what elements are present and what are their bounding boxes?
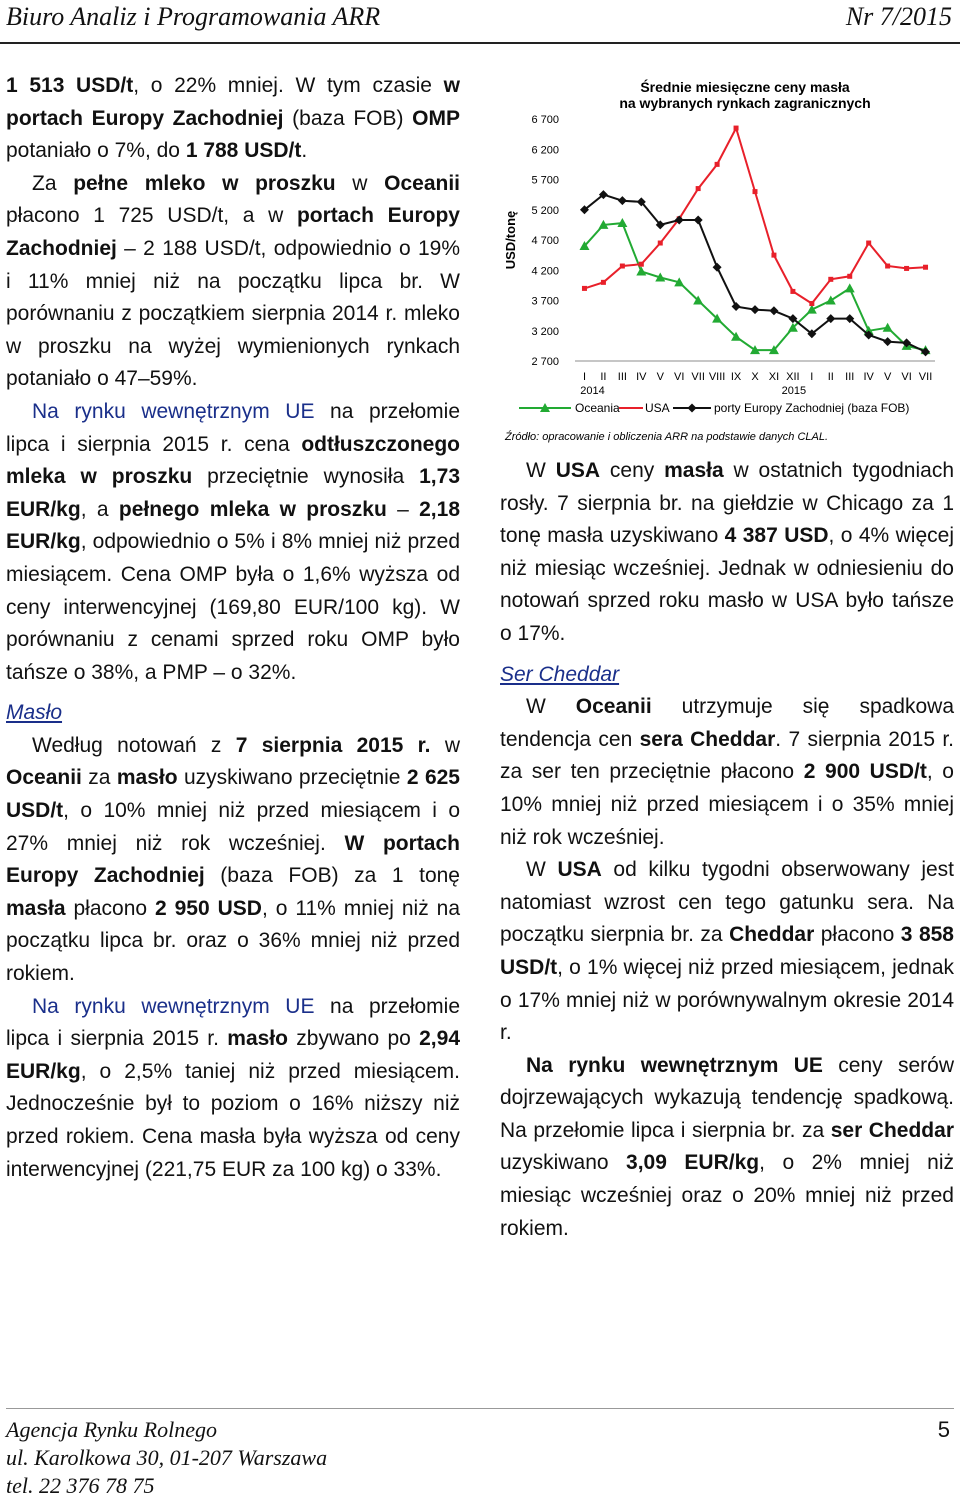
y-tick-label: 2 700 — [531, 356, 559, 368]
y-tick-label: 4 200 — [531, 265, 559, 278]
text: , odpowiednio o 5% i 8% mniej niż przed miesiącem. Cena OMP była o 1,6% wyższa od ceny interwencyjnej (169,80 EUR/100 kg). W porównaniu z cenami sprzed roku OMP było tańsze o 38%, a PMP – o 32%. — [6, 530, 460, 684]
text-bold: Oceanii — [575, 695, 652, 719]
text: ceny — [600, 459, 665, 482]
footer-rule — [6, 1408, 954, 1409]
data-point-europe — [751, 305, 760, 314]
text: , o 11% mniej niż na początku lipca br. oraz o 36% mniej niż przed rokiem. — [6, 896, 461, 986]
data-point-usa — [771, 253, 776, 258]
text-bold: portach Europy Zachodniej — [6, 204, 460, 260]
x-year-label-2015: 2015 — [781, 385, 807, 397]
chart-svg — [495, 62, 955, 447]
x-tick-label: IX — [730, 371, 742, 383]
x-tick-label: VIII — [708, 371, 726, 383]
text-bold: masło — [227, 1027, 288, 1051]
legend-label-oceania: Oceania — [575, 401, 620, 415]
text-blue: Na rynku wewnętrznym UE — [32, 994, 315, 1018]
x-tick-label: X — [751, 371, 759, 383]
data-point-usa — [582, 286, 587, 291]
text: , o 2% mniej niż miesiąc wcześniej oraz o 20% mniej niż przed rokiem. — [500, 1151, 954, 1240]
x-tick-label: VII — [918, 371, 933, 383]
data-point-europe — [883, 337, 892, 346]
chart-source: Źródło: opracowanie i obliczenia ARR na podstawie danych CLAL. — [505, 431, 829, 443]
y-tick-label: 3 200 — [531, 325, 559, 338]
data-point-usa — [639, 262, 644, 267]
section-heading-maslo — [6, 697, 460, 730]
y-tick-label: 6 200 — [531, 144, 559, 157]
data-point-usa — [923, 265, 928, 270]
series-line-1 — [585, 128, 926, 303]
text-bold: 2 950 USD — [155, 896, 262, 920]
data-point-usa — [885, 264, 890, 269]
paragraph-butter-oceania — [6, 730, 460, 991]
paragraph-omp-prices — [6, 70, 460, 168]
text: . — [301, 139, 308, 163]
data-point-usa — [753, 189, 758, 194]
chart-title-line1: Średnie miesięczne ceny masła — [640, 79, 850, 95]
data-point-usa — [809, 301, 814, 306]
text-bold: W portach Europy Zachodniej — [6, 831, 460, 888]
x-year-label-2014: 2014 — [580, 385, 605, 397]
text-bold: Oceanii — [6, 766, 82, 790]
x-tick-label: VII — [691, 371, 705, 383]
x-tick-label: V — [656, 371, 664, 383]
section-title: Ser Cheddar — [500, 662, 620, 686]
text: , o 1% więcej niż przed miesiącem, jednak o 17% mniej niż w porównywalnym okresie 2014 r. — [500, 955, 954, 1045]
text-bold: 7 sierpnia 2015 r. — [235, 733, 431, 757]
text: , o 4% więcej niż miesiąc wcześniej. Jednak w odniesieniu do notowań sprzed roku masło w USA było tańsze o 17%. — [500, 524, 954, 645]
text: W — [526, 459, 556, 482]
text-bold: 4 387 USD — [724, 524, 829, 548]
chart-title-line2: na wybranych rynkach zagranicznych — [619, 95, 871, 111]
text-bold: pełnego mleka w proszku — [118, 497, 387, 521]
y-axis-label: USD/tonę — [503, 210, 518, 270]
text: zbywano po — [287, 1027, 420, 1051]
data-point-usa — [601, 280, 606, 285]
series-line-0 — [585, 223, 926, 350]
text: płacono — [65, 896, 155, 920]
text-bold: 1 513 USD/t — [6, 74, 134, 97]
butter-price-chart — [495, 62, 955, 447]
data-point-oceania — [845, 283, 855, 292]
text: w — [430, 733, 460, 757]
data-point-europe — [769, 306, 778, 315]
x-tick-label: V — [883, 371, 892, 383]
data-point-oceania — [636, 266, 646, 275]
x-tick-label: IV — [636, 371, 647, 383]
y-tick-label: 4 700 — [531, 235, 559, 247]
text: uzyskiwano przeciętnie — [177, 766, 407, 790]
text-bold: pełne mleko w proszku — [73, 171, 336, 195]
text: płacono — [814, 923, 901, 947]
text-bold: Oceanii — [384, 171, 460, 195]
x-tick-label: VI — [901, 371, 912, 383]
data-point-usa — [734, 126, 739, 131]
data-point-europe — [713, 263, 722, 272]
text: ceny serów dojrzewających wykazują tendencję spadkową. Na przełomie lipca i sierpnia br. za — [500, 1053, 955, 1142]
x-tick-label: VI — [674, 371, 685, 383]
right-column — [500, 455, 954, 1245]
text-bold: sera Cheddar — [639, 727, 776, 751]
data-point-oceania — [826, 296, 836, 305]
text-bold: 2,94 EUR/kg — [6, 1027, 460, 1083]
legend-label-usa: USA — [645, 401, 670, 415]
paragraph-cheddar-oceania — [500, 691, 954, 854]
section-heading-cheddar — [500, 659, 954, 692]
header-rule — [0, 42, 960, 44]
data-point-usa — [715, 162, 720, 167]
text: (baza FOB) — [283, 106, 413, 130]
text: przeciętnie wynosiła — [192, 465, 420, 489]
y-tick-label: 5 700 — [531, 174, 559, 187]
footer-agency: Agencja Rynku Rolnego — [6, 1417, 217, 1442]
text-blue: Na rynku wewnętrznym UE — [32, 399, 315, 423]
page-number: 5 — [937, 1417, 950, 1442]
paragraph-butter-usa — [500, 455, 954, 651]
text-bold: masła — [6, 896, 66, 920]
footer-address: ul. Karolkowa 30, 01-207 Warszawa — [6, 1445, 328, 1470]
paragraph-butter-eu — [6, 991, 460, 1187]
text: , o 10% mniej niż przed miesiącem i o 27% mniej niż rok wcześniej. — [6, 799, 460, 855]
section-title: Masło — [6, 701, 63, 725]
paragraph-pmp-prices — [6, 168, 460, 396]
text: , o 22% mniej. W tym czasie — [133, 74, 444, 97]
text: , o 2,5% taniej niż przed miesiącem. Jednocześnie był to poziom o 16% niższy niż przed rokiem. Cena masła była wyższa od ceny interwencyjnej (221,75 EUR za 100 kg) o 33%. — [6, 1059, 460, 1181]
page-header — [0, 0, 960, 36]
text: potaniało o 7%, do — [6, 139, 186, 163]
text: na przełomie lipca i sierpnia 2015 r. cena — [6, 399, 461, 456]
data-point-usa — [847, 274, 852, 279]
x-tick-label: II — [600, 371, 607, 383]
text: . 7 sierpnia 2015 r. za ser ten przeciętnie płacono — [500, 727, 955, 784]
text: płacono 1 725 USD/t, a w — [6, 204, 297, 228]
x-tick-label: I — [582, 371, 587, 383]
text-bold: Cheddar — [729, 923, 815, 947]
legend-label-europe: porty Europy Zachodniej (baza FOB) — [714, 401, 910, 415]
legend-marker-europe — [688, 404, 697, 413]
x-tick-label: XI — [768, 371, 780, 383]
text-bold: USA — [557, 858, 602, 882]
text: , a — [80, 497, 119, 521]
x-tick-label: I — [810, 371, 814, 383]
text: – 2 188 USD/t, odpowiednio o 19% i 11% mniej niż na początku lipca br. W porównaniu z początkiem sierpnia 2014 r. mleko w proszku na wyżej wymienionych rynkach potaniało o 47–59%. — [6, 236, 460, 391]
text-bold: 3 858 USD/t — [500, 923, 954, 979]
series-line-2 — [585, 195, 926, 352]
paragraph-cheddar-usa — [500, 854, 954, 1050]
data-point-usa — [828, 277, 833, 282]
data-point-europe — [618, 196, 627, 205]
data-point-usa — [866, 241, 871, 246]
x-tick-label: III — [845, 371, 855, 383]
x-tick-label: II — [827, 371, 834, 383]
x-tick-label: III — [617, 371, 627, 383]
text-bold: w portach Europy Zachodniej — [6, 74, 460, 130]
text-bold: 1,73 EUR/kg — [6, 465, 460, 521]
paragraph-eu-milk-powder — [6, 396, 460, 689]
text: od kilku tygodni obserwowany jest natomiast wzrost cen tego gatunku sera. Na początku sierpnia br. za — [500, 858, 954, 947]
text: w ostatnich tygodniach rosły. 7 sierpnia br. na giełdzie w Chicago za 1 tonę masła uzyskiwano — [500, 459, 955, 548]
paragraph-cheddar-eu — [500, 1050, 954, 1246]
text-bold: ser Cheddar — [830, 1118, 954, 1142]
header-title: Biuro Analiz i Programowania ARR — [6, 2, 381, 31]
y-tick-label: 5 200 — [531, 204, 559, 217]
x-tick-label: XII — [786, 371, 800, 383]
text: (baza FOB) za 1 tonę — [204, 864, 460, 888]
text-bold: 3,09 EUR/kg — [626, 1151, 760, 1175]
y-tick-label: 6 700 — [531, 114, 559, 126]
y-tick-label: 3 700 — [531, 295, 559, 308]
data-point-usa — [904, 266, 909, 271]
text: – — [386, 497, 420, 521]
data-point-oceania — [883, 323, 893, 332]
text: uzyskiwano — [500, 1151, 627, 1175]
text-bold: USA — [555, 459, 601, 482]
text: Za — [32, 171, 74, 195]
text-bold: 2,18 EUR/kg — [6, 497, 460, 554]
text-bold: odtłuszczonego mleka w proszku — [6, 432, 460, 489]
text: utrzymuje się spadkowa tendencja cen — [500, 695, 955, 751]
data-point-europe — [694, 216, 703, 225]
left-column — [6, 70, 460, 1186]
text-bold: masła — [664, 459, 724, 482]
footer-phone: tel. 22 376 78 75 — [6, 1473, 155, 1498]
data-point-usa — [658, 241, 663, 246]
data-point-europe — [732, 302, 741, 311]
text: W — [526, 858, 558, 882]
text: na przełomie lipca i sierpnia 2015 r. — [6, 994, 461, 1051]
text: , o 10% mniej niż przed miesiącem i o 35% mniej niż rok wcześniej. — [500, 760, 954, 849]
text-bold: 2 625 USD/t — [6, 766, 460, 823]
page-footer — [6, 1416, 954, 1500]
text: w — [335, 171, 385, 195]
text-bold: Na rynku wewnętrznym UE — [526, 1053, 823, 1077]
text: W — [526, 695, 576, 719]
text-bold: 1 788 USD/t — [185, 139, 302, 163]
text: Według notowań z — [32, 733, 236, 757]
text: za — [81, 766, 117, 790]
data-point-usa — [620, 264, 625, 269]
data-point-usa — [790, 289, 795, 294]
text-bold: 2 900 USD/t — [803, 760, 927, 784]
data-point-usa — [696, 186, 701, 191]
header-issue: Nr 7/2015 — [845, 2, 952, 31]
text-bold: OMP — [412, 106, 460, 130]
text-bold: masło — [116, 766, 178, 790]
x-tick-label: IV — [863, 371, 874, 383]
